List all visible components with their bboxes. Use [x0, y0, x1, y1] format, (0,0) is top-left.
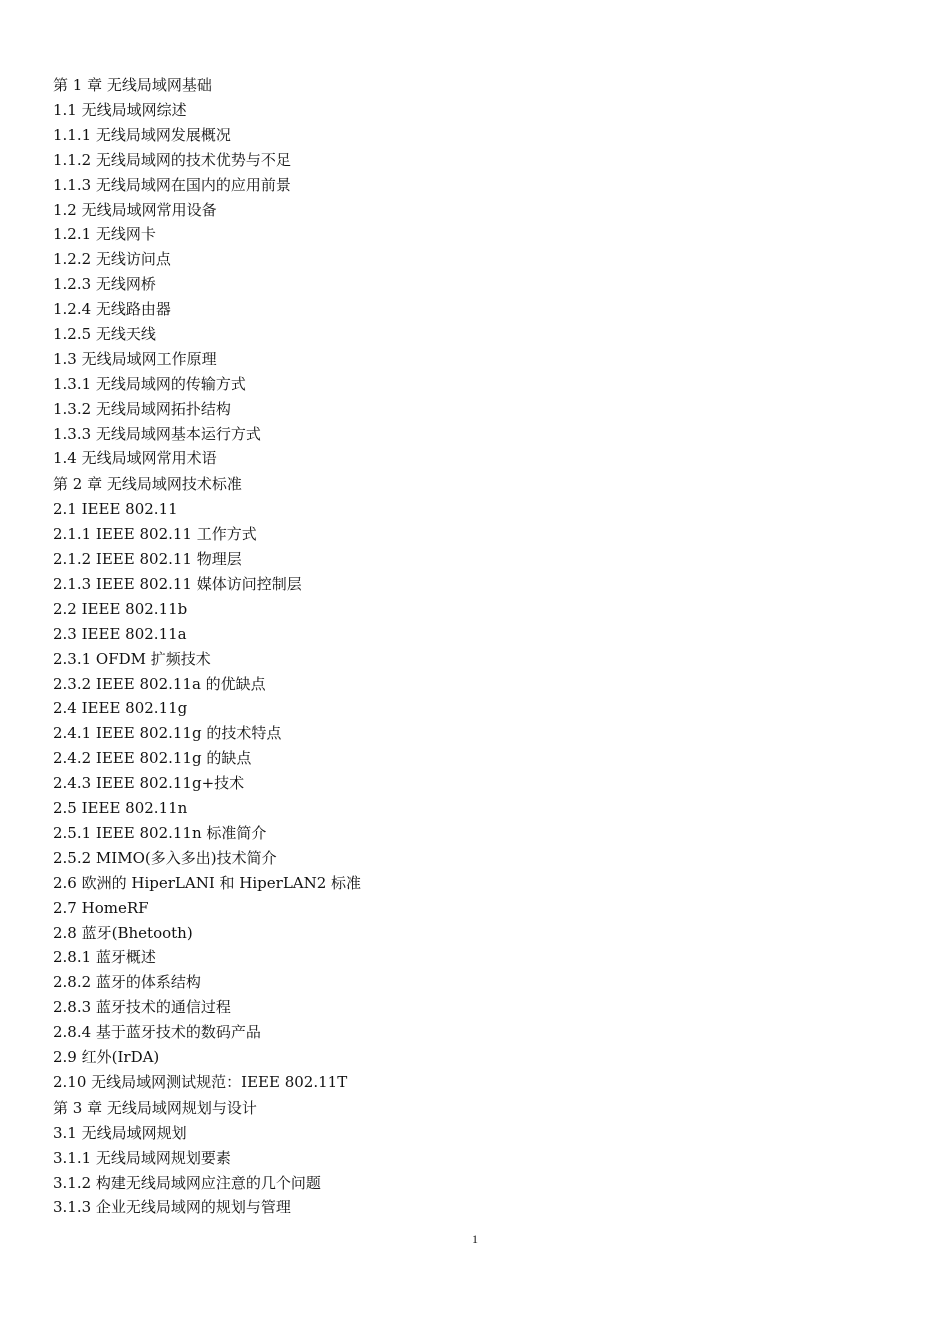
toc-entry-chapter: 第 3 章 无线局域网规划与设计 — [53, 1098, 257, 1117]
toc-entry-subsection: 3.1.3 企业无线局域网的规划与管理 — [53, 1198, 291, 1217]
toc-entry-section: 1.4 无线局域网常用术语 — [53, 449, 217, 468]
toc-entry-subsection: 2.5.2 MIMO(多入多出)技术简介 — [53, 848, 277, 867]
toc-entry-chapter: 第 1 章 无线局域网基础 — [53, 76, 212, 94]
toc-entry-subsection: 2.5.1 IEEE 802.11n 标准简介 — [53, 823, 267, 842]
toc-entry-subsection: 1.1.3 无线局域网在国内的应用前景 — [53, 175, 291, 194]
toc-entry-subsection: 2.3.1 OFDM 扩频技术 — [53, 649, 211, 668]
toc-entry-subsection: 2.8.1 蓝牙概述 — [53, 948, 156, 967]
toc-entry-subsection: 2.3.2 IEEE 802.11a 的优缺点 — [53, 674, 266, 693]
toc-entry-section: 2.3 IEEE 802.11a — [53, 624, 187, 643]
toc-entry-section: 2.4 IEEE 802.11g — [53, 699, 188, 718]
toc-entry-subsection: 2.1.3 IEEE 802.11 媒体访问控制层 — [53, 575, 302, 594]
toc-entry-subsection: 2.8.3 蓝牙技术的通信过程 — [53, 998, 231, 1017]
toc-entry-subsection: 1.2.4 无线路由器 — [53, 300, 171, 319]
toc-entry-subsection: 2.8.4 基于蓝牙技术的数码产品 — [53, 1023, 261, 1042]
toc-entry-subsection: 1.2.1 无线网卡 — [53, 225, 156, 244]
toc-entry-section: 2.9 红外(IrDA) — [53, 1047, 160, 1066]
toc-entry-subsection: 1.3.2 无线局域网拓扑结构 — [53, 399, 231, 418]
toc-entry-subsection: 1.3.1 无线局域网的传输方式 — [53, 374, 246, 393]
toc-entry-subsection: 2.4.3 IEEE 802.11g+技术 — [53, 774, 245, 793]
toc-entry-section: 2.8 蓝牙(Bhetooth) — [53, 923, 193, 942]
toc-entry-subsection: 2.8.2 蓝牙的体系结构 — [53, 973, 201, 992]
toc-entry-section: 2.2 IEEE 802.11b — [53, 599, 188, 618]
toc-entry-subsection: 1.2.2 无线访问点 — [53, 250, 171, 269]
toc-entry-chapter: 第 2 章 无线局域网技术标准 — [53, 475, 242, 494]
toc-entry-subsection: 1.1.2 无线局域网的技术优势与不足 — [53, 150, 291, 169]
toc-entry-section: 2.10 无线局域网测试规范：IEEE 802.11T — [53, 1072, 348, 1091]
toc-entry-subsection: 1.2.3 无线网桥 — [53, 275, 156, 294]
toc-entry-subsection: 2.4.1 IEEE 802.11g 的技术特点 — [53, 724, 282, 743]
toc-entry-section: 2.5 IEEE 802.11n — [53, 799, 188, 818]
toc-entry-subsection: 2.4.2 IEEE 802.11g 的缺点 — [53, 749, 252, 768]
toc-entry-section: 1.3 无线局域网工作原理 — [53, 349, 217, 368]
toc-entry-subsection: 1.2.5 无线天线 — [53, 325, 156, 344]
toc-entry-section: 2.1 IEEE 802.11 — [53, 500, 178, 519]
toc-entry-subsection: 3.1.2 构建无线局域网应注意的几个问题 — [53, 1173, 321, 1192]
toc-entry-section: 3.1 无线局域网规划 — [53, 1123, 187, 1142]
toc-entry-subsection: 1.3.3 无线局域网基本运行方式 — [53, 424, 261, 443]
toc-entry-section: 2.7 HomeRF — [53, 898, 149, 917]
toc-entry-section: 1.2 无线局域网常用设备 — [53, 200, 217, 219]
toc-entry-section: 1.1 无线局域网综述 — [53, 101, 187, 119]
page-number: 1 — [472, 1232, 478, 1246]
toc-entry-subsection: 1.1.1 无线局域网发展概况 — [53, 125, 231, 144]
toc-entry-section: 2.6 欧洲的 HiperLANI 和 HiperLAN2 标准 — [53, 873, 362, 892]
toc-entry-subsection: 2.1.1 IEEE 802.11 工作方式 — [53, 525, 257, 544]
toc-entry-subsection: 3.1.1 无线局域网规划要素 — [53, 1148, 231, 1167]
toc-entry-subsection: 2.1.2 IEEE 802.11 物理层 — [53, 550, 242, 569]
table-of-contents — [53, 72, 893, 1220]
